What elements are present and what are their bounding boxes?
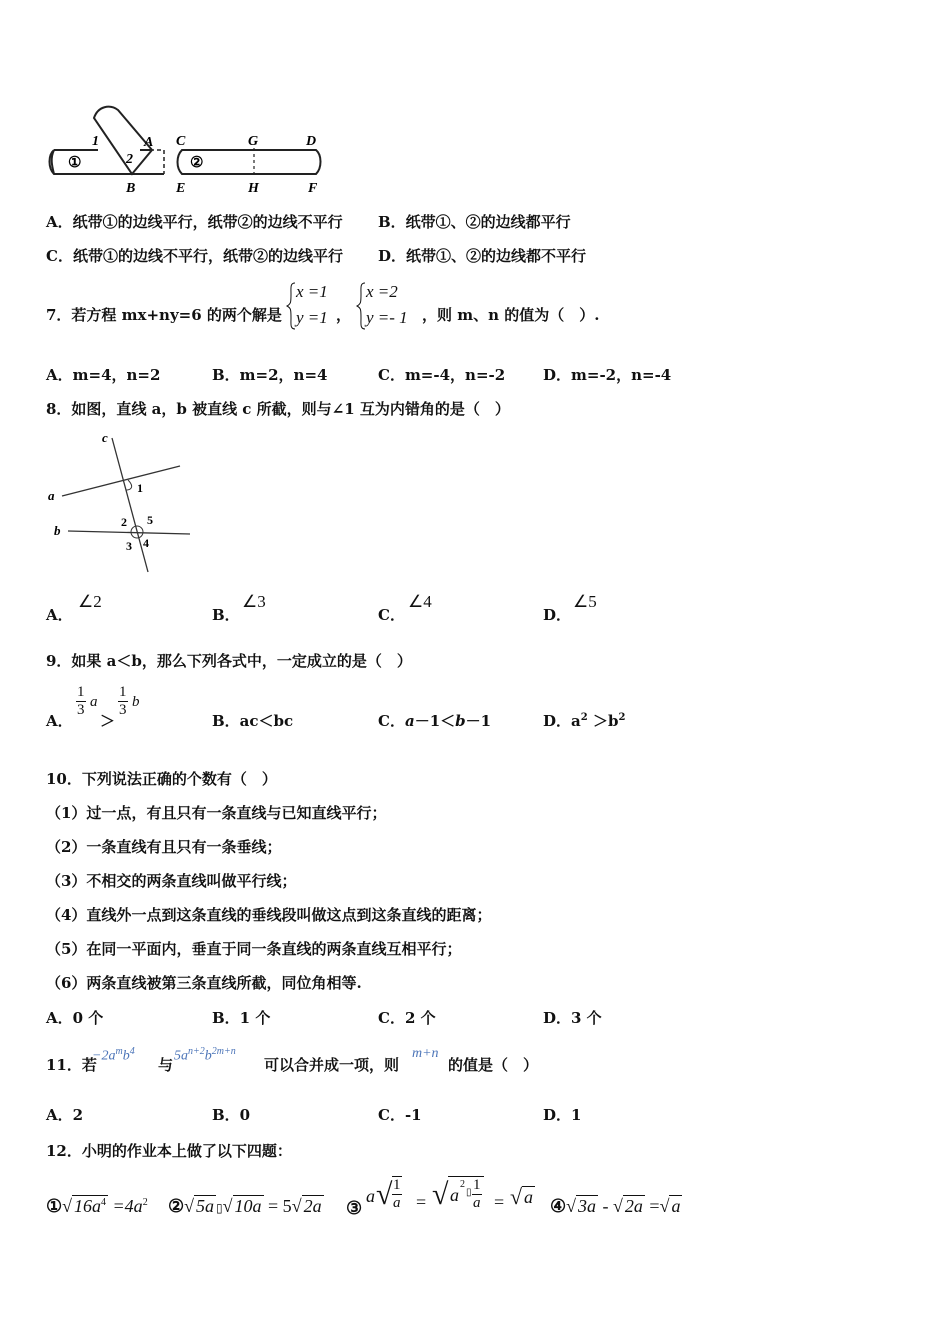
q11-conj: 与 [158, 1056, 174, 1074]
q8-option-c-value: ∠4 [408, 592, 432, 611]
q12-p1-rad-base: 16a [74, 1196, 102, 1216]
label-angle-4: 4 [143, 536, 149, 550]
fraction-numerator: 1 [393, 1177, 401, 1193]
q11-option-a[interactable]: A．2 [46, 1106, 84, 1124]
fraction-one-third [118, 684, 128, 719]
q7-option-a[interactable]: A．m=4，n=2 [46, 366, 161, 384]
q11-expr1-b-exp: 4 [129, 1046, 135, 1057]
fraction-numerator: 1 [473, 1177, 481, 1193]
q7-option-c[interactable]: C．m=-4，n=-2 [378, 366, 506, 384]
circled-3: ③ [346, 1198, 363, 1218]
strip-1-number: ① [68, 155, 82, 171]
q6-option-c[interactable]: C．纸带①的边线不平行，纸带②的边线平行 [46, 247, 343, 265]
label-D: D [306, 134, 317, 149]
q7-sys1-line1: x =1 [296, 282, 328, 301]
label-angle-3: 3 [126, 539, 132, 553]
q12-p2-rad1: 5a [196, 1196, 215, 1216]
q9-stem: 9．如果 a＜b，那么下列各式中，一定成立的是（ ） [46, 652, 412, 670]
sqrt-icon: √ [566, 1196, 577, 1216]
q12-p2-rad2: 10a [234, 1196, 262, 1216]
fraction-denominator: a [393, 1195, 401, 1211]
label-angle-5: 5 [147, 513, 153, 527]
q12-p3-in-dot: ▯ [466, 1187, 472, 1198]
q10-item-2: （2）一条直线有且只有一条垂线； [46, 838, 282, 856]
q7-sys2-line2: y =- 1 [366, 308, 408, 327]
fraction-denominator: 3 [119, 702, 127, 718]
q12-p4-minus: - [598, 1196, 614, 1216]
q9-greater-sign: ＞ [100, 712, 116, 730]
q8-option-b-value: ∠3 [242, 592, 266, 611]
q7-option-d[interactable]: D．m=-2，n=-4 [543, 366, 672, 384]
label-B: B [126, 181, 136, 196]
label-E: E [176, 181, 186, 196]
q11-expr1-exp: m [115, 1046, 123, 1057]
q10-stem: 10．下列说法正确的个数有（ ） [46, 770, 277, 788]
q6-option-a[interactable]: A．纸带①的边线平行，纸带②的边线不平行 [46, 213, 343, 231]
brace-icon [286, 282, 296, 330]
fraction-numerator: 1 [77, 684, 85, 700]
q9-option-d-a-exp: 2 [580, 712, 588, 723]
q9-var-a: a [90, 694, 98, 710]
q11-expr1-coef: −2a [92, 1048, 116, 1064]
strip-2-number: ② [190, 155, 204, 171]
q10-item-6: （6）两条直线被第三条直线所截，同位角相等. [46, 974, 362, 992]
sqrt-icon: √ [432, 1178, 449, 1211]
q9-option-c-a: a [404, 712, 415, 730]
sqrt-icon: √ [510, 1184, 523, 1209]
brace-icon [356, 282, 366, 330]
label-b: b [54, 523, 61, 538]
q10-item-5: （5）在同一平面内，垂直于同一条直线的两条直线互相平行； [46, 940, 462, 958]
q8-option-a-letter: A． [46, 606, 73, 624]
circled-1: ① [46, 1196, 63, 1216]
q11-option-c[interactable]: C．-1 [378, 1106, 422, 1124]
q9-option-a-letter: A． [46, 712, 73, 730]
circled-2: ② [168, 1196, 185, 1216]
sqrt-icon: √ [222, 1196, 233, 1216]
q8-stem: 8．如图，直线 a，b 被直线 c 所截，则与∠1 互为内错角的是（ ） [46, 400, 510, 418]
q7-option-b[interactable]: B．m=2，n=4 [212, 366, 328, 384]
q12-p1-rad-exp: 4 [101, 1197, 107, 1208]
q11-prefix: 11．若 [46, 1056, 97, 1074]
q12-problem-3 [346, 1170, 546, 1226]
q12-p4-rad1: 3a [578, 1196, 597, 1216]
sqrt-icon: √ [291, 1196, 302, 1216]
line-b [68, 531, 190, 534]
q12-p3-eq2: = [494, 1192, 505, 1212]
q11-expr2 [174, 1046, 236, 1065]
label-angle-1: 1 [137, 481, 143, 495]
q12-p3-in-exp: 2 [460, 1179, 465, 1190]
q7-stem-after: ，则 m、n 的值为（ ）. [422, 306, 600, 324]
q12-problem-1 [46, 1196, 148, 1217]
q7-sys1-line2: y =1 [296, 308, 328, 327]
q11-expr2-exp: n+2 [188, 1046, 205, 1057]
fraction-one-third [76, 684, 86, 719]
q11-expr2-coef: 5a [174, 1048, 188, 1064]
q9-option-d-letter: D． [543, 712, 572, 730]
label-F: F [308, 181, 318, 196]
q9-option-c-mid: －1＜ [414, 712, 456, 730]
q6-option-d[interactable]: D．纸带①、②的边线都不平行 [378, 247, 587, 265]
q11-expr2-b-exp: 2m+n [211, 1046, 236, 1057]
q9-option-d[interactable] [543, 710, 625, 731]
q12-p1-radicand [72, 1195, 108, 1216]
sqrt-icon: √ [613, 1196, 623, 1216]
q12-p3-eq1: = [416, 1192, 427, 1212]
q12-p4-rad2: 2a [624, 1196, 643, 1216]
q9-option-c-end: －1 [465, 712, 492, 730]
q12-p2-dot: ▯ [216, 1201, 223, 1215]
label-H: H [248, 181, 259, 196]
q8-option-b-letter: B． [212, 606, 240, 624]
label-c: c [102, 430, 108, 445]
label-A: A [144, 135, 154, 150]
fraction-numerator: 1 [119, 684, 127, 700]
paper-strip-figure [40, 100, 340, 200]
sqrt-icon: √ [62, 1196, 73, 1216]
q9-option-d-b: b [607, 712, 619, 730]
q11-option-b[interactable]: B．0 [212, 1106, 251, 1124]
q9-option-c-b: b [455, 712, 466, 730]
label-angle-2: 2 [121, 515, 127, 529]
q9-option-d-b-exp: 2 [618, 712, 626, 723]
label-2: 2 [126, 152, 133, 167]
q8-option-d-letter: D． [543, 606, 572, 624]
q11-suffix: 的值是（ ） [448, 1056, 539, 1074]
q12-problem-2 [168, 1196, 324, 1217]
q11-option-d[interactable]: D．1 [543, 1106, 582, 1124]
sqrt-icon: √ [376, 1178, 393, 1211]
q11-expr1 [92, 1046, 135, 1065]
q6-option-b[interactable]: B．纸带①、②的边线都平行 [378, 213, 571, 231]
sqrt-icon: √ [184, 1196, 195, 1216]
label-a: a [48, 488, 55, 503]
q7-comma: ， [336, 306, 352, 324]
q11-expr3: m+n [412, 1046, 439, 1061]
q8-option-a-value: ∠2 [78, 592, 102, 611]
q12-p2-rhs-rad: 2a [303, 1196, 322, 1216]
q10-option-a[interactable]: A．0 个 [46, 1009, 104, 1027]
q9-option-d-a: a [571, 712, 581, 730]
q10-item-1: （1）过一点，有且只有一条直线与已知直线平行； [46, 804, 387, 822]
q9-var-b: b [132, 694, 140, 710]
q9-option-d-op: ＞ [587, 712, 608, 730]
q10-option-d[interactable]: D．3 个 [543, 1009, 602, 1027]
label-C: C [176, 134, 186, 149]
q9-option-b[interactable]: B．ac＜bc [212, 712, 294, 730]
q12-problem-4 [550, 1196, 682, 1217]
q12-stem: 12．小明的作业本上做了以下四题： [46, 1142, 292, 1160]
fraction-denominator: 3 [77, 702, 85, 718]
q8-option-d-value: ∠5 [573, 592, 597, 611]
q12-p4-rhs: a [671, 1196, 681, 1216]
transversal-figure [44, 428, 204, 578]
q12-p3-frac [392, 1176, 402, 1212]
label-1: 1 [92, 134, 99, 149]
q12-p3-rhs: a [524, 1187, 533, 1207]
q12-p1-rhs: =4a [112, 1196, 143, 1216]
q12-p1-rhs-exp: 2 [142, 1197, 148, 1208]
q10-item-4: （4）直线外一点到这条直线的垂线段叫做这点到这条直线的距离； [46, 906, 492, 924]
q12-p4-eq: = [644, 1196, 660, 1216]
sqrt-icon: √ [659, 1196, 670, 1216]
q12-p2-rhs: = 5 [268, 1196, 292, 1216]
q10-item-3: （3）不相交的两条直线叫做平行线； [46, 872, 297, 890]
q11-middle: 可以合并成一项，则 [264, 1056, 400, 1074]
q9-option-c-letter: C． [378, 712, 405, 730]
q10-option-c[interactable]: C．2 个 [378, 1009, 436, 1027]
q12-p3-in-a: a [450, 1185, 459, 1205]
q12-p3-in-frac [472, 1177, 482, 1212]
q12-p3-inner [448, 1176, 484, 1221]
q9-option-c[interactable] [378, 710, 491, 731]
q8-option-c-letter: C． [378, 606, 405, 624]
q10-option-b[interactable]: B．1 个 [212, 1009, 271, 1027]
q12-p3-coef: a [366, 1186, 375, 1206]
label-G: G [248, 134, 259, 149]
q7-sys2-line1: x =2 [366, 282, 398, 301]
fraction-denominator: a [473, 1195, 481, 1211]
circled-4: ④ [550, 1196, 567, 1216]
q11-expr1-b: b [122, 1048, 130, 1064]
q11-expr2-b: b [204, 1048, 212, 1064]
q7-stem-before: 7．若方程 mx+ny=6 的两个解是 [46, 306, 282, 324]
